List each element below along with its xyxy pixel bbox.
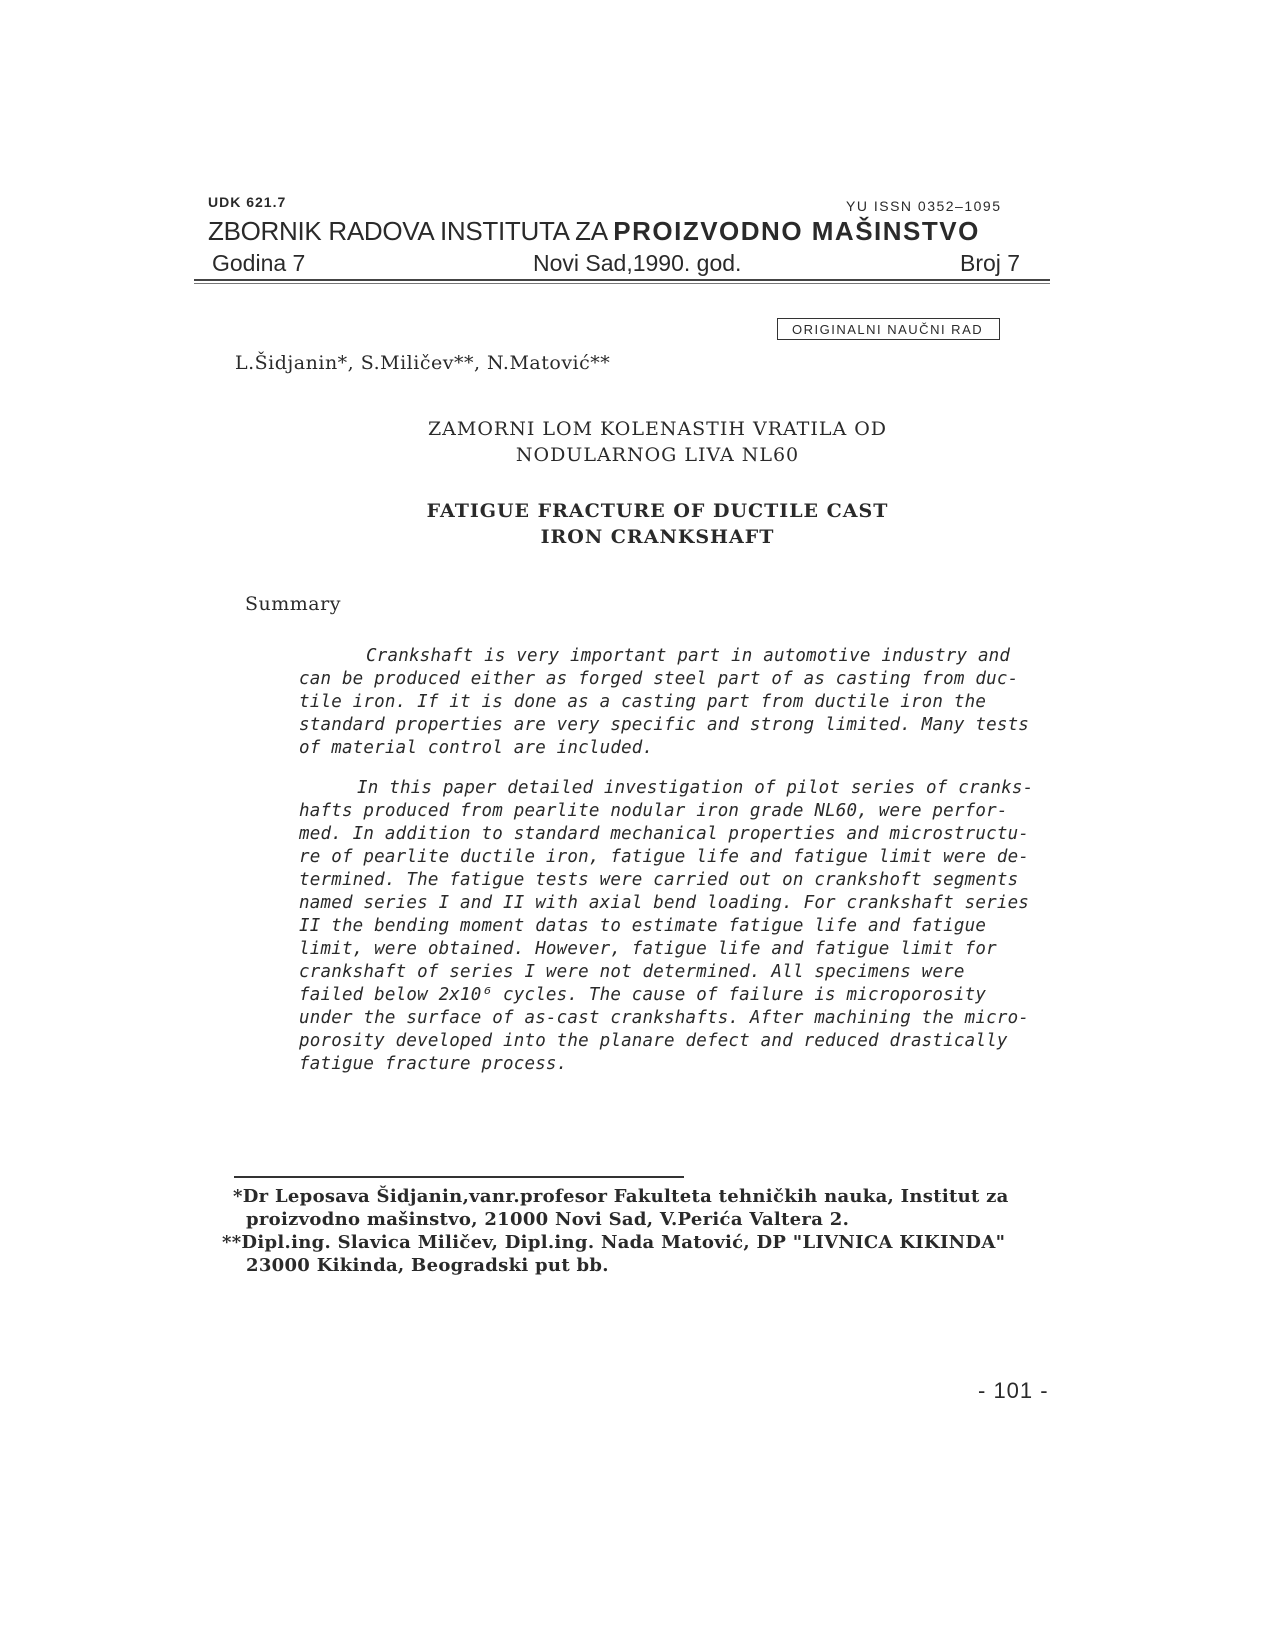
title-english-line-2: IRON CRANKSHAFT: [540, 526, 775, 548]
journal-title-bold: PROIZVODNO MAŠINSTVO: [613, 216, 980, 246]
page-number: - 101 -: [978, 1378, 1049, 1403]
abstract-line: tile iron. If it is done as a casting part from ductile iron the: [299, 692, 987, 712]
footnote-line: 23000 Kikinda, Beogradski put bb.: [246, 1255, 609, 1276]
footnote-line: **Dipl.ing. Slavica Miličev, Dipl.ing. Nada Matović, DP "LIVNICA KIKINDA": [222, 1232, 1006, 1253]
abstract-line: failed below 2x10⁶ cycles. The cause of failure is microporosity: [299, 985, 987, 1005]
abstract-line: can be produced either as forged steel part of as casting from duc-: [299, 669, 1019, 689]
udk-code: UDK 621.7: [208, 194, 287, 210]
title-english-line-1: FATIGUE FRACTURE OF DUCTILE CAST: [426, 500, 889, 522]
abstract-line: hafts produced from pearlite nodular iron grade NL60, were perfor-: [299, 801, 1008, 821]
issn-code: YU ISSN 0352–1095: [846, 198, 1002, 214]
abstract-line: med. In addition to standard mechanical properties and microstructu-: [299, 824, 1030, 844]
journal-issue: Broj 7: [960, 250, 1021, 276]
journal-title: [208, 216, 980, 247]
abstract-line: re of pearlite ductile iron, fatigue life and fatigue limit were de-: [299, 847, 1030, 867]
header-rule: [194, 279, 1050, 281]
abstract-line: standard properties are very specific and strong limited. Many tests: [299, 715, 1030, 735]
journal-year: Godina 7: [212, 250, 306, 276]
abstract-line: fatigue fracture process.: [299, 1054, 568, 1074]
abstract-line: termined. The fatigue tests were carried out on crankshoft segments: [299, 870, 1019, 890]
journal-title-regular: ZBORNIK RADOVA INSTITUTA ZA: [208, 216, 614, 246]
abstract-line: In this paper detailed investigation of pilot series of cranks-: [357, 778, 1034, 798]
footnote-rule: [234, 1176, 684, 1178]
title-serbian-line-2: NODULARNOG LIVA NL60: [515, 444, 800, 466]
abstract-line: Crankshaft is very important part in automotive industry and: [366, 646, 1011, 666]
abstract-line: under the surface of as-cast crankshafts. After machining the micro-: [299, 1008, 1030, 1028]
paper-type-badge: ORIGINALNI NAUČNI RAD: [777, 318, 1000, 340]
abstract-line: porosity developed into the planare defect and reduced drastically: [299, 1031, 1008, 1051]
footnote-line: *Dr Leposava Šidjanin,vanr.profesor Fakulteta tehničkih nauka, Institut za: [233, 1186, 1009, 1207]
footnote-line: proizvodno mašinstvo, 21000 Novi Sad, V.Perića Valtera 2.: [246, 1209, 850, 1230]
abstract-line: II the bending moment datas to estimate fatigue life and fatigue: [299, 916, 987, 936]
title-serbian-line-1: ZAMORNI LOM KOLENASTIH VRATILA OD: [427, 418, 888, 440]
abstract-line: crankshaft of series I were not determined. All specimens were: [299, 962, 965, 982]
header-rule-thin: [194, 283, 1050, 284]
journal-place-date: Novi Sad,1990. god.: [533, 250, 742, 276]
abstract-line: limit, were obtained. However, fatigue life and fatigue limit for: [299, 939, 997, 959]
authors: L.Šidjanin*, S.Miličev**, N.Matović**: [235, 352, 611, 374]
abstract-line: named series I and II with axial bend loading. For crankshaft series: [299, 893, 1030, 913]
abstract-line: of material control are included.: [299, 738, 654, 758]
summary-heading: Summary: [245, 593, 341, 615]
